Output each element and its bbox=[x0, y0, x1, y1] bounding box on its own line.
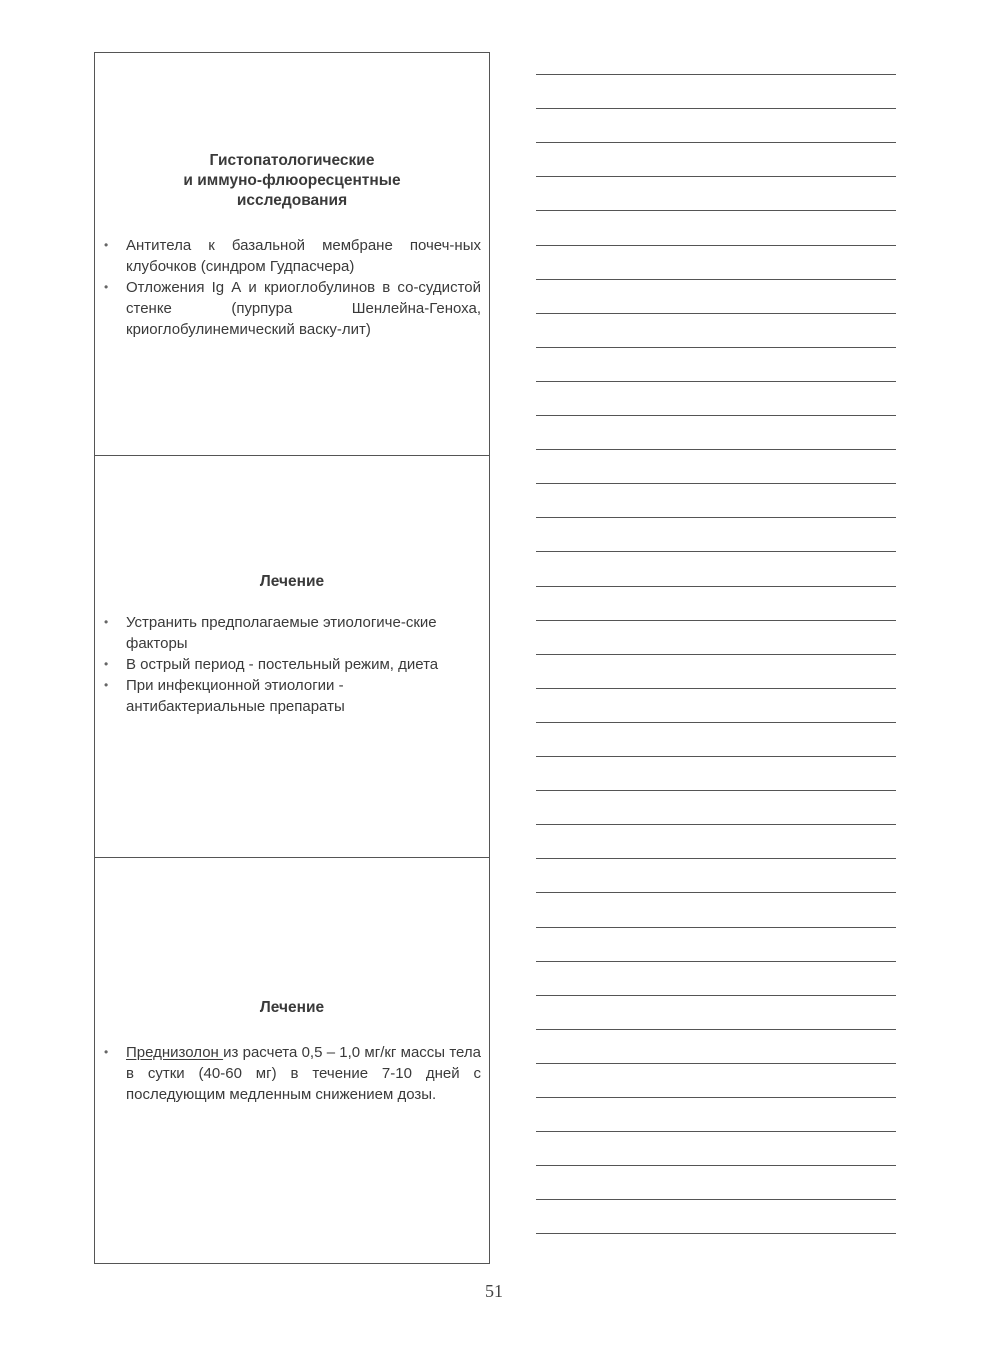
note-line bbox=[536, 210, 896, 211]
note-line bbox=[536, 1029, 896, 1030]
note-line bbox=[536, 279, 896, 280]
note-line bbox=[536, 961, 896, 962]
note-line bbox=[536, 892, 896, 893]
section-title: Лечение bbox=[259, 999, 325, 1016]
note-line bbox=[536, 688, 896, 689]
note-line bbox=[536, 449, 896, 450]
note-line bbox=[536, 586, 896, 587]
section-histopathology bbox=[95, 53, 489, 455]
list-item: • Устранить предполагаемые этиологиче-ские факторы bbox=[103, 612, 481, 654]
note-line bbox=[536, 1165, 896, 1166]
note-line bbox=[536, 858, 896, 859]
ruled-notes-area bbox=[536, 74, 896, 1254]
bullet-list bbox=[103, 235, 481, 340]
note-line bbox=[536, 790, 896, 791]
page-number: 51 bbox=[485, 1281, 503, 1301]
list-item: • Антитела к базальной мембране почеч-ных клубочков (синдром Гудпасчера) bbox=[103, 235, 481, 277]
bullet-list bbox=[103, 612, 481, 717]
notes-card-table bbox=[94, 52, 490, 1264]
note-line bbox=[536, 245, 896, 246]
note-line bbox=[536, 654, 896, 655]
section-treatment-prednisolone bbox=[95, 857, 489, 1263]
note-line bbox=[536, 142, 896, 143]
note-line bbox=[536, 381, 896, 382]
list-item: • В острый период - постельный режим, диета bbox=[103, 654, 481, 675]
note-line bbox=[536, 108, 896, 109]
note-line bbox=[536, 620, 896, 621]
drug-name: Преднизолон bbox=[126, 1044, 224, 1061]
note-line bbox=[536, 1199, 896, 1200]
note-line bbox=[536, 1131, 896, 1132]
bullet-list bbox=[103, 1042, 481, 1105]
dosage-text: из расчета 0,5 – 1,0 мг/кг массы тела в сутки (40-60 мг) в течение 7-10 дней с последующим медленным снижением дозы. bbox=[126, 1044, 481, 1103]
note-line bbox=[536, 415, 896, 416]
note-line bbox=[536, 756, 896, 757]
note-line bbox=[536, 927, 896, 928]
list-item: • При инфекционной этиологии - антибактериальные препараты bbox=[103, 675, 481, 717]
note-line bbox=[536, 74, 896, 75]
list-item bbox=[103, 1042, 481, 1105]
note-line bbox=[536, 517, 896, 518]
note-line bbox=[536, 551, 896, 552]
note-line bbox=[536, 1063, 896, 1064]
note-line bbox=[536, 1233, 896, 1234]
note-line bbox=[536, 313, 896, 314]
section-title: Лечение bbox=[259, 573, 325, 590]
section-title: Гистопатологические и иммуно-флюоресцентные исследования bbox=[183, 152, 401, 209]
note-line bbox=[536, 824, 896, 825]
section-treatment-general bbox=[95, 455, 489, 857]
note-line bbox=[536, 347, 896, 348]
note-line bbox=[536, 483, 896, 484]
note-line bbox=[536, 995, 896, 996]
note-line bbox=[536, 176, 896, 177]
note-line bbox=[536, 1097, 896, 1098]
note-line bbox=[536, 722, 896, 723]
list-item: • Отложения Ig А и криоглобулинов в со-судистой стенке (пурпура Шенлейна-Геноха, криоглобулинемический васку-лит) bbox=[103, 277, 481, 340]
